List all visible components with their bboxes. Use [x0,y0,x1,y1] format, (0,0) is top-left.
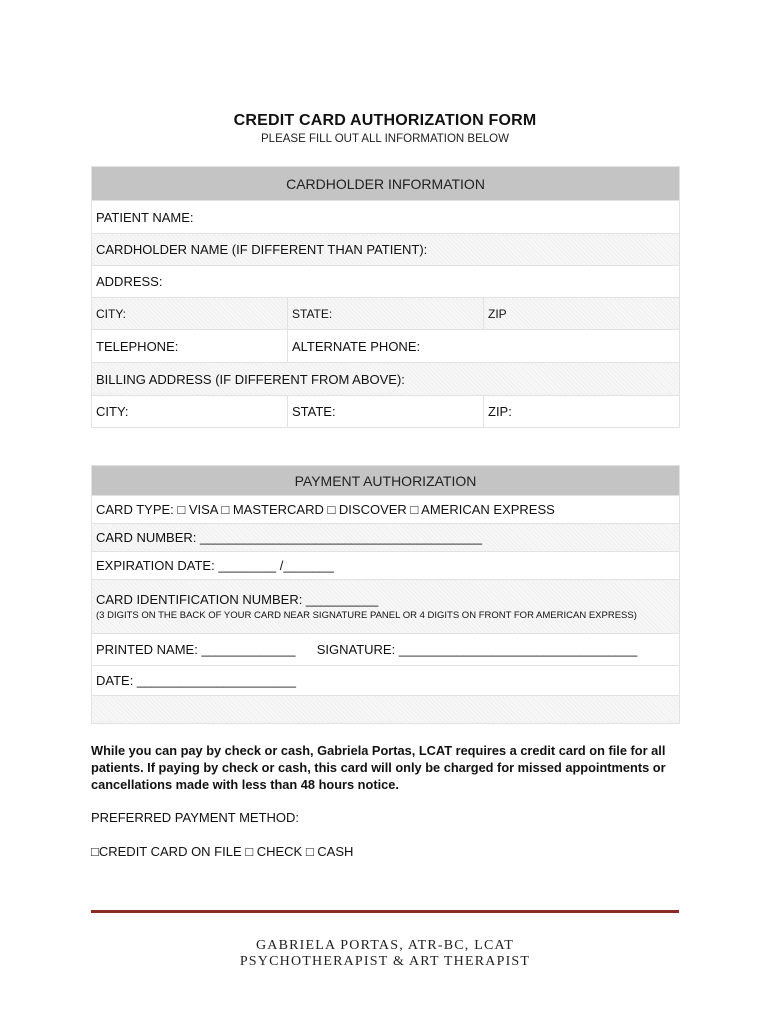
date-field[interactable]: DATE: ______________________ [92,666,680,696]
billing-address-field[interactable]: BILLING ADDRESS (IF DIFFERENT FROM ABOVE): [92,363,680,396]
state-field[interactable]: STATE: [288,298,484,330]
footer-name: GABRIELA PORTAS, ATR-BC, LCAT [255,938,515,953]
card-number-field[interactable]: CARD NUMBER: _______________________________________ [92,524,680,552]
expiration-date-field[interactable]: EXPIRATION DATE: ________ /_______ [92,552,680,580]
printed-name-field[interactable]: PRINTED NAME: _____________ [96,642,296,657]
patient-name-field[interactable]: PATIENT NAME: [92,201,680,234]
card-type-options[interactable]: CARD TYPE: □ VISA □ MASTERCARD □ DISCOVER □ AMERICAN EXPRESS [92,496,680,524]
cardholder-information-table [91,166,680,428]
form-title: CREDIT CARD AUTHORIZATION FORM [233,112,537,129]
form-subtitle: PLEASE FILL OUT ALL INFORMATION BELOW [261,133,509,145]
billing-state-field[interactable]: STATE: [288,396,484,428]
payment-authorization-heading: PAYMENT AUTHORIZATION [92,466,680,496]
footer-title: PSYCHOTHERAPIST & ART THERAPIST [239,954,531,969]
cardholder-name-field[interactable]: CARDHOLDER NAME (IF DIFFERENT THAN PATIENT): [92,234,680,266]
cardholder-information-heading: CARDHOLDER INFORMATION [92,167,680,201]
address-field[interactable]: ADDRESS: [92,266,680,298]
payment-authorization-table [91,465,680,724]
card-identification-note: (3 DIGITS ON THE BACK OF YOUR CARD NEAR SIGNATURE PANEL OR 4 DIGITS ON FRONT FOR AMERICAN EXPRESS) [96,610,637,621]
zip-field[interactable]: ZIP [484,298,680,330]
city-field[interactable]: CITY: [92,298,288,330]
blank-row [92,696,680,724]
preferred-payment-label: PREFERRED PAYMENT METHOD: [91,810,300,825]
footer-divider [91,910,679,913]
signature-field[interactable]: SIGNATURE: _________________________________ [316,642,638,657]
payment-notice: While you can pay by check or cash, Gabriela Portas, LCAT requires a credit card on file for all patients. If paying by check or cash, this card will only be charged for missed appointments or cancellations made with less than 48 hours notice. [91,743,666,792]
printed-name-signature-row [92,634,680,666]
alternate-phone-field[interactable]: ALTERNATE PHONE: [288,330,680,363]
billing-zip-field[interactable]: ZIP: [484,396,680,428]
card-identification-field[interactable]: CARD IDENTIFICATION NUMBER: __________ [96,592,379,607]
preferred-payment-options[interactable]: □CREDIT CARD ON FILE □ CHECK □ CASH [91,844,354,859]
card-identification-cell[interactable] [92,580,680,634]
telephone-field[interactable]: TELEPHONE: [92,330,288,363]
billing-city-field[interactable]: CITY: [92,396,288,428]
